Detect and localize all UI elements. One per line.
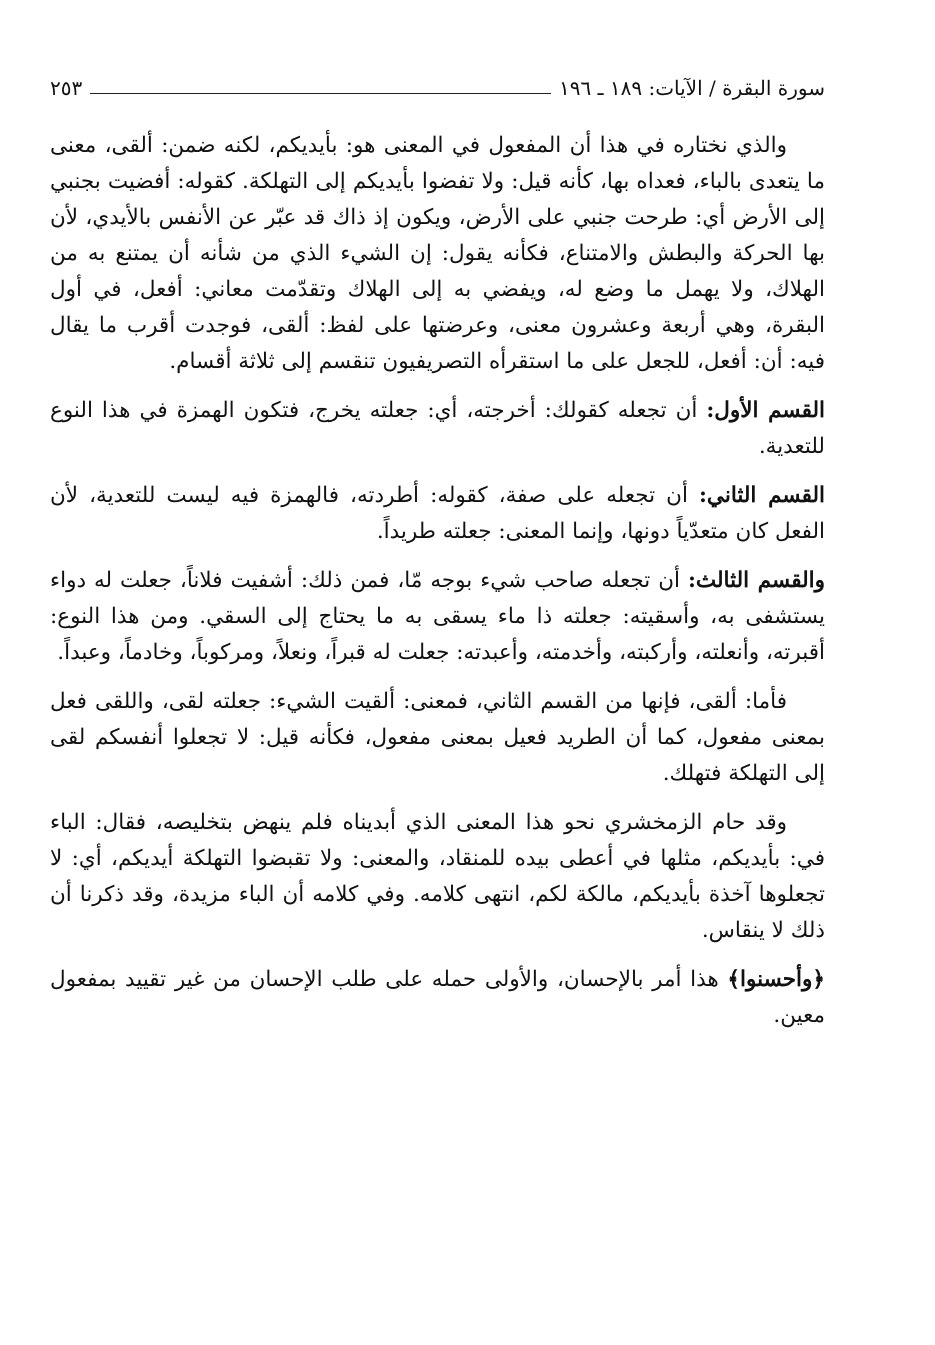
paragraph-3-text: أن تجعله على صفة، كقوله: أطردته، فالهمزة فيه ليست للتعدية، لأن الفعل كان متعدّياً دونها، وإنما المعنى: جعلته طريداً. <box>50 483 825 544</box>
running-header <box>50 60 825 100</box>
paragraph-4-text: أن تجعله صاحب شيء بوجه مّا، فمن ذلك: أشفيت فلاناً، جعلت له دواء يستشفى به، وأسقيته: جعلته ذا ماء يسقى به ما يحتاج إلى السقي. ومن هذا النوع: أقبرته، وأنعلته، وأركبته، وأخدمته، وأعبدته: جعلت له قبراً، ونعلاً، ومركوباً، وخادماً، وعبداً. <box>50 568 825 665</box>
paragraph-4-lead: والقسم الثالث: <box>687 568 825 593</box>
paragraph-4 <box>50 563 825 671</box>
paragraph-1-text: والذي نختاره في هذا أن المفعول في المعنى هو: بأيديكم، لكنه ضمن: ألقى، معنى ما يتعدى بالباء، فعداه بها، كأنه قيل: ولا تفضوا بأيديكم إلى التهلكة. كقوله: أفضيت بجنبي إلى الأرض أي: طرحت جنبي على الأرض، ويكون إذ ذاك قد عبّر عن الأنفس بالأيدي، لأن بها الحركة والبطش والامتناع، فكأنه يقول: إن الشيء الذي من شأنه أن يمتنع به من الهلاك، ولا يهمل ما وضع له، ويفضي به إلى الهلاك وتقدّمت معاني: أفعل، في أول البقرة، وهي أربعة وعشرون معنى، وعرضتها على لفظ: ألقى، فوجدت أقرب ما يقال فيه: أن: أفعل، للجعل على ما استقرأه التصريفيون تنقسم إلى ثلاثة أقسام. <box>50 133 825 374</box>
body-text <box>50 128 825 1047</box>
paragraph-5-text: فأما: ألقى، فإنها من القسم الثاني، فمعنى: ألقيت الشيء: جعلته لقى، واللقى فعل بمعنى مفعول، كما أن الطريد فعيل بمعنى مفعول، فكأنه قيل: لا تجعلوا أنفسكم لقى إلى التهلكة فتهلك. <box>50 689 825 786</box>
paragraph-7-lead: ﴿وأحسنوا﴾ <box>727 967 825 992</box>
paragraph-2-text: أن تجعله كقولك: أخرجته، أي: جعلته يخرج، فتكون الهمزة في هذا النوع للتعدية. <box>50 398 825 459</box>
paragraph-1 <box>50 128 825 380</box>
paragraph-3 <box>50 478 825 550</box>
paragraph-2 <box>50 393 825 465</box>
paragraph-6 <box>50 805 825 949</box>
paragraph-6-text: وقد حام الزمخشري نحو هذا المعنى الذي أبديناه فلم ينهض بتخليصه، فقال: الباء في: بأيديكم، مثلها في أعطى بيده للمنقاد، والمعنى: ولا تقبضوا التهلكة أيديكم، أي: لا تجعلوها آخذة بأيديكم، مالكة لكم، انتهى كلامه. وفي كلامه أن الباء مزيدة، وقد ذكرنا أن ذلك لا ينقاس. <box>50 810 826 943</box>
header-rule <box>90 93 551 94</box>
running-title: سورة البقرة / الآيات: ١٨٩ ـ ١٩٦ <box>559 76 825 100</box>
paragraph-7-text: هذا أمر بالإحسان، والأولى حمله على طلب الإحسان من غير تقييد بمفعول معين. <box>50 967 825 1028</box>
paragraph-3-lead: القسم الثاني: <box>699 483 825 508</box>
paragraph-2-lead: القسم الأول: <box>706 398 825 423</box>
paragraph-7 <box>50 962 825 1034</box>
paragraph-5 <box>50 684 825 792</box>
page-number: ٢٥٣ <box>50 76 83 100</box>
